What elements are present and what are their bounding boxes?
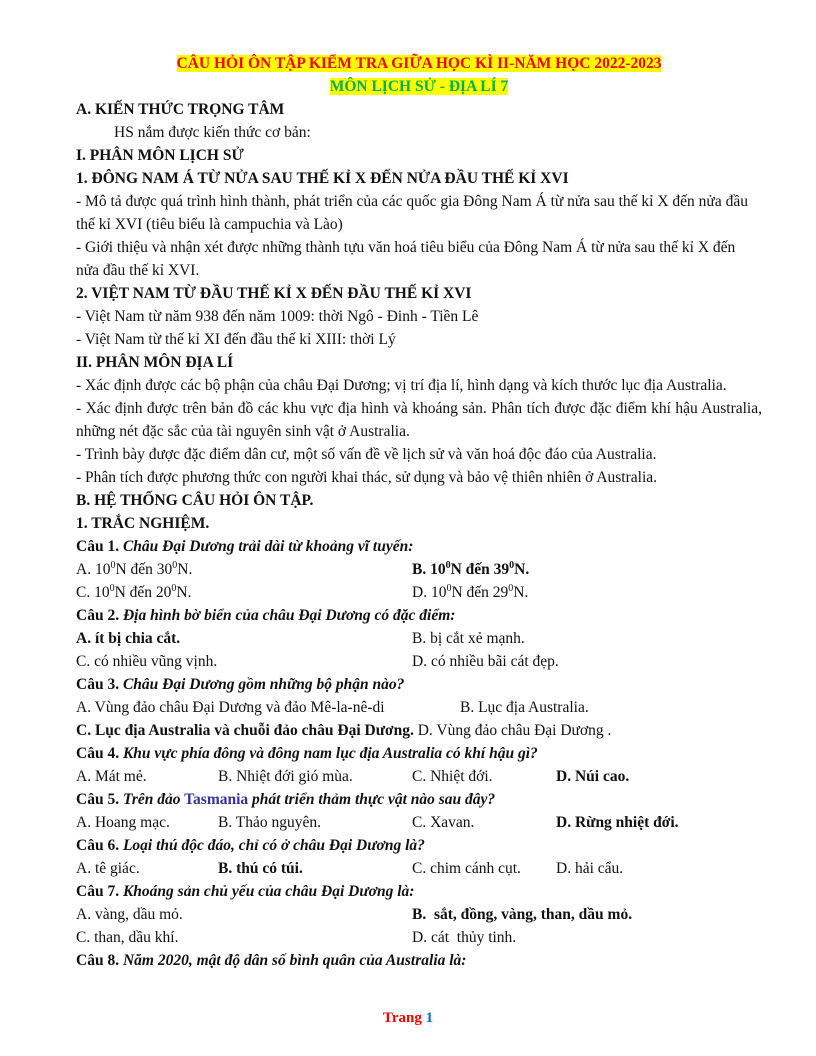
q6-option-a: A. tê giác. (76, 860, 140, 877)
page-number: 1 (425, 1010, 434, 1026)
question-5-options (76, 811, 762, 834)
topic-1-point-2: - Giới thiệu và nhận xét được những thành tựu văn hoá tiêu biểu của Đông Nam Á từ nửa sau thế kỉ X đến nửa đầu thế kỉ XVI. (76, 239, 736, 279)
question-4-options (76, 765, 762, 788)
question-1-options-row-2 (76, 581, 762, 604)
question-6: Câu 6. Loại thú độc đáo, chỉ có ở châu Đại Dương là? (76, 837, 425, 854)
q2-option-c: C. có nhiều vũng vịnh. (76, 653, 218, 670)
subject-title: MÔN LỊCH SỬ - ĐỊA LÍ 7 (329, 78, 509, 95)
q6-option-c: C. chim cánh cụt. (412, 860, 521, 877)
q3-option-a: A. Vùng đảo châu Đại Dương và đảo Mê-la-nê-di (76, 699, 385, 716)
topic-2-point-1: - Việt Nam từ năm 938 đến năm 1009: thời Ngô - Đinh - Tiền Lê (76, 308, 479, 325)
question-7: Câu 7. Khoáng sản chủ yếu của châu Đại Dương là: (76, 883, 415, 900)
q1-option-d: D. $10^0N$ đến $29^0N$. (412, 582, 529, 601)
q4-option-a: A. Mát mẻ. (76, 768, 147, 785)
geo-point-3: - Trình bày được đặc điểm dân cư, một số vấn đề về lịch sử và văn hoá độc đáo của Australia. (76, 446, 657, 463)
question-1-options-row-1 (76, 558, 762, 581)
question-3-options-row-2 (76, 719, 762, 742)
q7-option-d: D. cát thủy tinh. (412, 929, 517, 946)
q3-option-c: C. Lục địa Australia và chuỗi đảo châu Đại Dương. (76, 722, 414, 739)
question-1: Câu 1. Châu Đại Dương trải dài từ khoảng vĩ tuyến: (76, 538, 414, 555)
document-title: CÂU HỎI ÔN TẬP KIỂM TRA GIỮA HỌC KÌ II-NĂM HỌC 2022-2023 (176, 55, 662, 72)
q5-option-c: C. Xavan. (412, 814, 475, 831)
question-2-options-row-1 (76, 627, 762, 650)
q4-option-d: D. Núi cao. (556, 768, 630, 785)
tasmania-label: Tasmania (184, 791, 249, 808)
multiple-choice-heading: 1. TRẮC NGHIỆM. (76, 515, 210, 532)
q6-option-b: B. thú có túi. (218, 860, 303, 877)
q7-option-b: B. sắt, đồng, vàng, than, dầu mỏ. (412, 906, 633, 923)
page-footer (0, 1010, 816, 1027)
topic-2-point-2: - Việt Nam từ thế kỉ XI đến đầu thế kỉ XIII: thời Lý (76, 331, 396, 348)
q4-option-c: C. Nhiệt đới. (412, 768, 493, 785)
section-b-heading: B. HỆ THỐNG CÂU HỎI ÔN TẬP. (76, 492, 314, 509)
q1-option-b: B. $10^0N$ đến $39^0N$. (412, 559, 530, 578)
q7-option-a: A. vàng, dầu mỏ. (76, 906, 183, 923)
q2-option-d: D. có nhiều bãi cát đẹp. (412, 653, 559, 670)
question-4: Câu 4. Khu vực phía đông và đông nam lục địa Australia có khí hậu gì? (76, 745, 538, 762)
q1-option-c: C. $10^0N$ đến $20^0N$. (76, 582, 192, 601)
section-a-heading: A. KIẾN THỨC TRỌNG TÂM (76, 101, 285, 118)
part-geography-heading: II. PHÂN MÔN ĐỊA LÍ (76, 354, 234, 371)
question-8: Câu 8. Năm 2020, mật độ dân số bình quân của Australia là: (76, 952, 467, 969)
page-label: Trang (382, 1010, 422, 1026)
topic-2-heading: 2. VIỆT NAM TỪ ĐẦU THẾ KỈ X ĐẾN ĐẦU THẾ KỈ XVI (76, 285, 472, 302)
question-5: Câu 5. Trên đảo Tasmania phát triển thảm thực vật nào sau đây? (76, 791, 496, 808)
topic-1-point-1: - Mô tả được quá trình hình thành, phát triển của các quốc gia Đông Nam Á từ nửa sau thế kỉ X đến nửa đầu thế kỉ XVI (tiêu biểu là campuchia và Lào) (76, 193, 748, 233)
q6-option-d: D. hải cẩu. (556, 860, 624, 877)
q3-option-d: D. Vùng đảo châu Đại Dương . (417, 722, 612, 739)
geo-point-1: - Xác định được các bộ phận của châu Đại Dương; vị trí địa lí, hình dạng và kích thước lục địa Australia. (76, 377, 727, 394)
q5-option-d: D. Rừng nhiệt đới. (556, 814, 679, 831)
q2-option-b: B. bị cắt xẻ mạnh. (412, 630, 525, 647)
question-7-options-row-1 (76, 903, 762, 926)
q5-option-b: B. Thảo nguyên. (218, 814, 322, 831)
question-2: Câu 2. Địa hình bờ biển của châu Đại Dương có đặc điểm: (76, 607, 456, 624)
q1-option-a: A. $10^0N$ đến $30^0N$. (76, 559, 193, 578)
q7-option-c: C. than, dầu khí. (76, 929, 179, 946)
topic-1-heading: 1. ĐÔNG NAM Á TỪ NỬA SAU THẾ KỈ X ĐẾN NỬA ĐẦU THẾ KỈ XVI (76, 170, 569, 187)
q4-option-b: B. Nhiệt đới gió mùa. (218, 768, 353, 785)
question-7-options-row-2 (76, 926, 762, 949)
geo-point-4: - Phân tích được phương thức con người khai thác, sử dụng và bảo vệ thiên nhiên ở Australia. (76, 469, 658, 486)
q3-option-b: B. Lục địa Australia. (460, 699, 589, 716)
question-6-options (76, 857, 762, 880)
section-a-intro: HS nắm được kiến thức cơ bản: (114, 124, 311, 141)
question-3-options-row-1 (76, 696, 762, 719)
q2-option-a: A. ít bị chia cắt. (76, 630, 181, 647)
q5-option-a: A. Hoang mạc. (76, 814, 170, 831)
document-page (76, 52, 762, 972)
question-2-options-row-2 (76, 650, 762, 673)
geo-point-2: - Xác định được trên bản đồ các khu vực địa hình và khoáng sản. Phân tích được đặc điểm khí hậu Australia, những nét đặc sắc của tài nguyên sinh vật ở Australia. (76, 400, 762, 440)
question-3: Câu 3. Châu Đại Dương gồm những bộ phận nào? (76, 676, 405, 693)
part-history-heading: I. PHÂN MÔN LỊCH SỬ (76, 147, 244, 164)
